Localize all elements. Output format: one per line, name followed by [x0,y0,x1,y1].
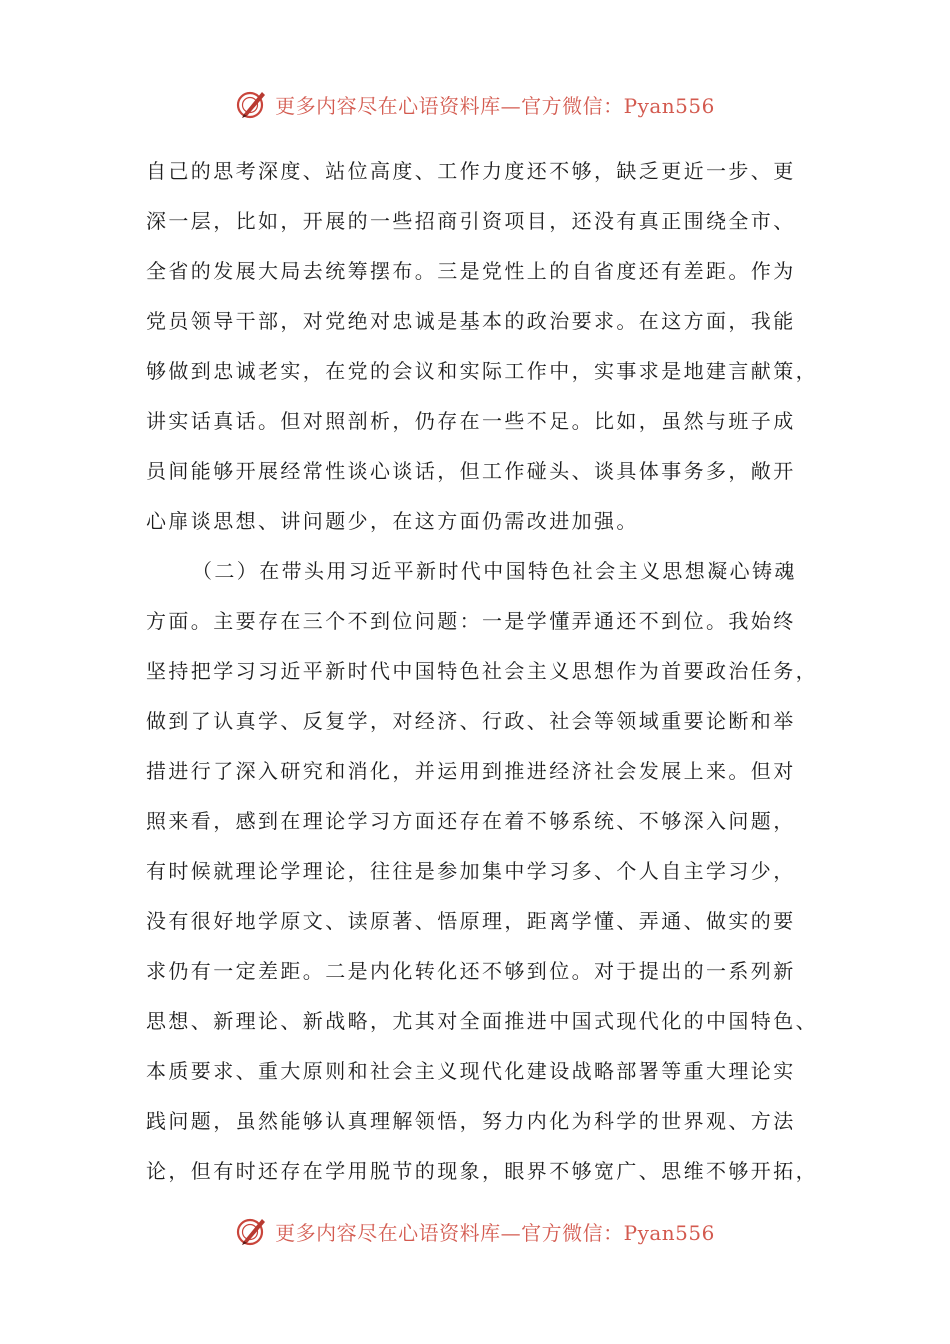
text-line-19: 本质要求、重大原则和社会主义现代化建设战略部署等重大理论实 [146,1059,796,1083]
text-line-5: 够做到忠诚老实，在党的会议和实际工作中，实事求是地建言献策， [146,359,818,383]
text-line-3: 全省的发展大局去统筹摆布。三是党性上的自省度还有差距。作为 [146,259,796,283]
text-line-21: 论，但有时还存在学用脱节的现象，眼界不够宽广、思维不够开拓， [146,1159,818,1183]
text-line-12: 做到了认真学、反复学，对经济、行政、社会等领域重要论断和举 [146,709,796,733]
pen-circle-logo-icon [235,1214,269,1248]
text-line-9: （二）在带头用习近平新时代中国特色社会主义思想凝心铸魂 [192,559,797,583]
footer-text: 更多内容尽在心语资料库—官方微信：Pyan556 [275,1220,715,1245]
footer-banner [0,1211,950,1251]
text-line-20: 践问题，虽然能够认真理解领悟，努力内化为科学的世界观、方法 [146,1109,796,1133]
text-line-11: 坚持把学习习近平新时代中国特色社会主义思想作为首要政治任务， [146,659,818,683]
text-line-14: 照来看，感到在理论学习方面还存在着不够系统、不够深入问题， [146,809,796,833]
document-body [146,146,816,1196]
pen-circle-logo-icon [235,87,269,121]
header-banner [0,84,950,124]
header-text: 更多内容尽在心语资料库—官方微信：Pyan556 [275,93,715,118]
text-line-18: 思想、新理论、新战略，尤其对全面推进中国式现代化的中国特色、 [146,1009,818,1033]
text-line-10: 方面。主要存在三个不到位问题：一是学懂弄通还不到位。我始终 [146,609,796,633]
text-line-2: 深一层，比如，开展的一些招商引资项目，还没有真正围绕全市、 [146,209,796,233]
text-line-7: 员间能够开展经常性谈心谈话，但工作碰头、谈具体事务多，敞开 [146,459,796,483]
text-line-16: 没有很好地学原文、读原著、悟原理，距离学懂、弄通、做实的要 [146,909,796,933]
text-line-4: 党员领导干部，对党绝对忠诚是基本的政治要求。在这方面，我能 [146,309,796,333]
text-line-1: 自己的思考深度、站位高度、工作力度还不够，缺乏更近一步、更 [146,159,796,183]
text-line-17: 求仍有一定差距。二是内化转化还不够到位。对于提出的一系列新 [146,959,796,983]
text-line-6: 讲实话真话。但对照剖析，仍存在一些不足。比如，虽然与班子成 [146,409,796,433]
text-line-13: 措进行了深入研究和消化，并运用到推进经济社会发展上来。但对 [146,759,796,783]
text-line-15: 有时候就理论学理论，往往是参加集中学习多、个人自主学习少， [146,859,796,883]
text-line-8: 心扉谈思想、讲问题少，在这方面仍需改进加强。 [146,509,639,533]
